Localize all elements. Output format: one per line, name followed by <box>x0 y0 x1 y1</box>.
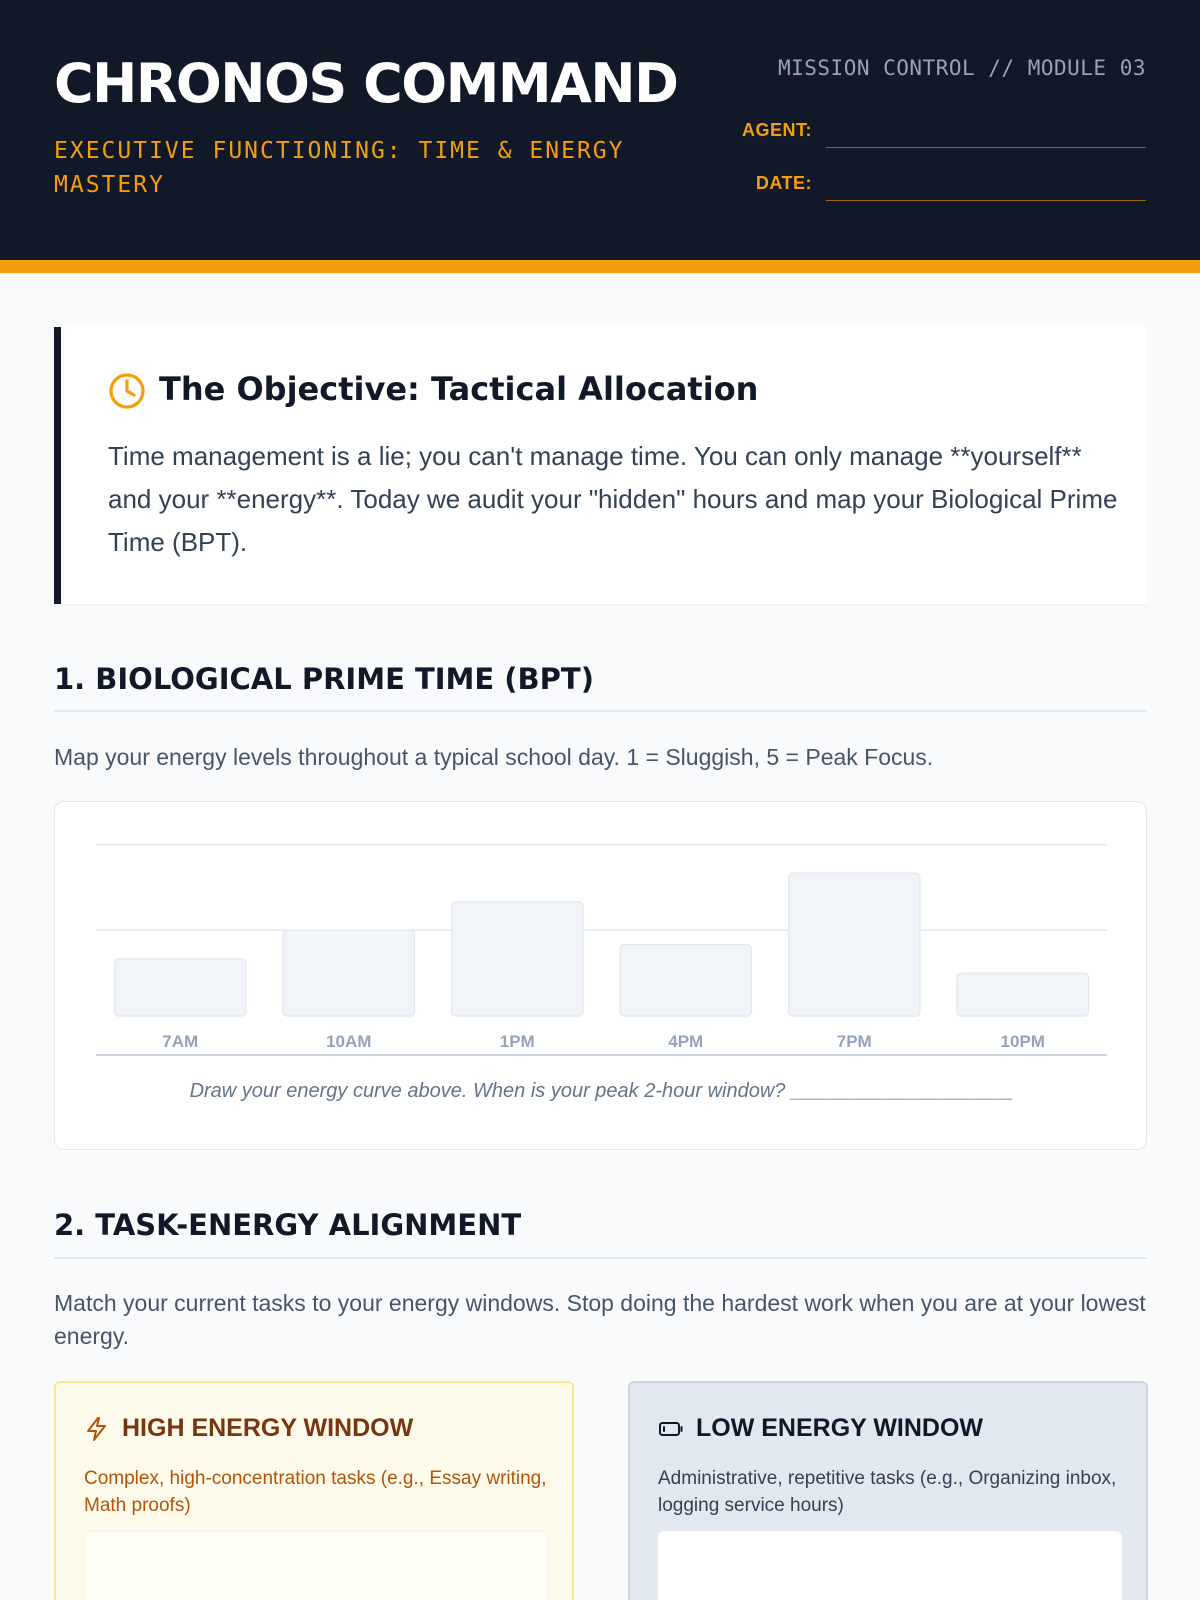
date-field[interactable] <box>826 175 1146 201</box>
section-1-divider <box>54 710 1147 712</box>
x-tick-label: 10AM <box>326 1032 372 1051</box>
section-2-description: Match your current tasks to your energy windows. Stop doing the hardest work when you are at your lowest energy. <box>54 1290 1146 1349</box>
chart-bar <box>115 959 246 1016</box>
chart-bar <box>283 930 414 1016</box>
page-header <box>0 0 1200 260</box>
x-tick-label: 10PM <box>1000 1032 1045 1051</box>
module-tag: MISSION CONTROL // MODULE 03 <box>777 56 1146 80</box>
bpt-chart-card <box>54 801 1147 1150</box>
low-energy-window-card <box>628 1381 1148 1600</box>
objective-card <box>54 327 1147 604</box>
high-energy-window-card <box>54 1381 574 1600</box>
agent-field-row <box>726 118 1146 148</box>
section-1-description: Map your energy levels throughout a typical school day. 1 = Sluggish, 5 = Peak Focus. <box>54 744 934 770</box>
agent-field[interactable] <box>826 122 1146 148</box>
section-2-divider <box>54 1257 1147 1259</box>
header-accent-stripe <box>0 260 1200 273</box>
low-energy-description: Administrative, repetitive tasks (e.g., Organizing inbox, logging service hours) <box>658 1468 1117 1516</box>
x-tick-label: 1PM <box>499 1032 535 1051</box>
clock-icon <box>108 372 146 410</box>
section-2-title: 2. TASK-ENERGY ALIGNMENT <box>54 1208 522 1242</box>
x-tick-label: 7PM <box>836 1032 872 1051</box>
lightning-icon <box>84 1416 110 1442</box>
x-tick-label: 7AM <box>162 1032 199 1051</box>
section-1-title: 1. BIOLOGICAL PRIME TIME (BPT) <box>54 662 594 696</box>
chart-bar <box>452 902 583 1016</box>
date-field-row <box>726 171 1146 201</box>
brand-subtitle: EXECUTIVE FUNCTIONING: TIME & ENERGY MASTERY <box>54 138 625 198</box>
high-energy-description: Complex, high-concentration tasks (e.g., Essay writing, Math proofs) <box>84 1468 547 1516</box>
bpt-chart[interactable] <box>55 802 1148 1072</box>
chart-prompt: Draw your energy curve above. When is your peak 2-hour window? ____________________ <box>189 1080 1014 1102</box>
brand-title: CHRONOS COMMAND <box>54 52 678 115</box>
x-tick-label: 4PM <box>668 1032 704 1051</box>
objective-text: Time management is a lie; you can't manage time. You can only manage **yourself** and your **energy**. Today we audit your "hidden" hours and map your Biological Prime Time (BPT). <box>108 441 1118 557</box>
battery-low-icon <box>658 1416 684 1442</box>
low-energy-input[interactable] <box>658 1531 1122 1600</box>
objective-title: The Objective: Tactical Allocation <box>159 370 759 408</box>
chart-bar <box>957 973 1088 1016</box>
chart-bar <box>789 873 920 1016</box>
date-label: DATE: <box>755 173 812 193</box>
low-energy-title: LOW ENERGY WINDOW <box>696 1414 984 1442</box>
agent-label: AGENT: <box>742 120 812 140</box>
high-energy-input[interactable] <box>84 1531 548 1600</box>
chart-bar <box>620 945 751 1016</box>
high-energy-title: HIGH ENERGY WINDOW <box>122 1414 414 1442</box>
